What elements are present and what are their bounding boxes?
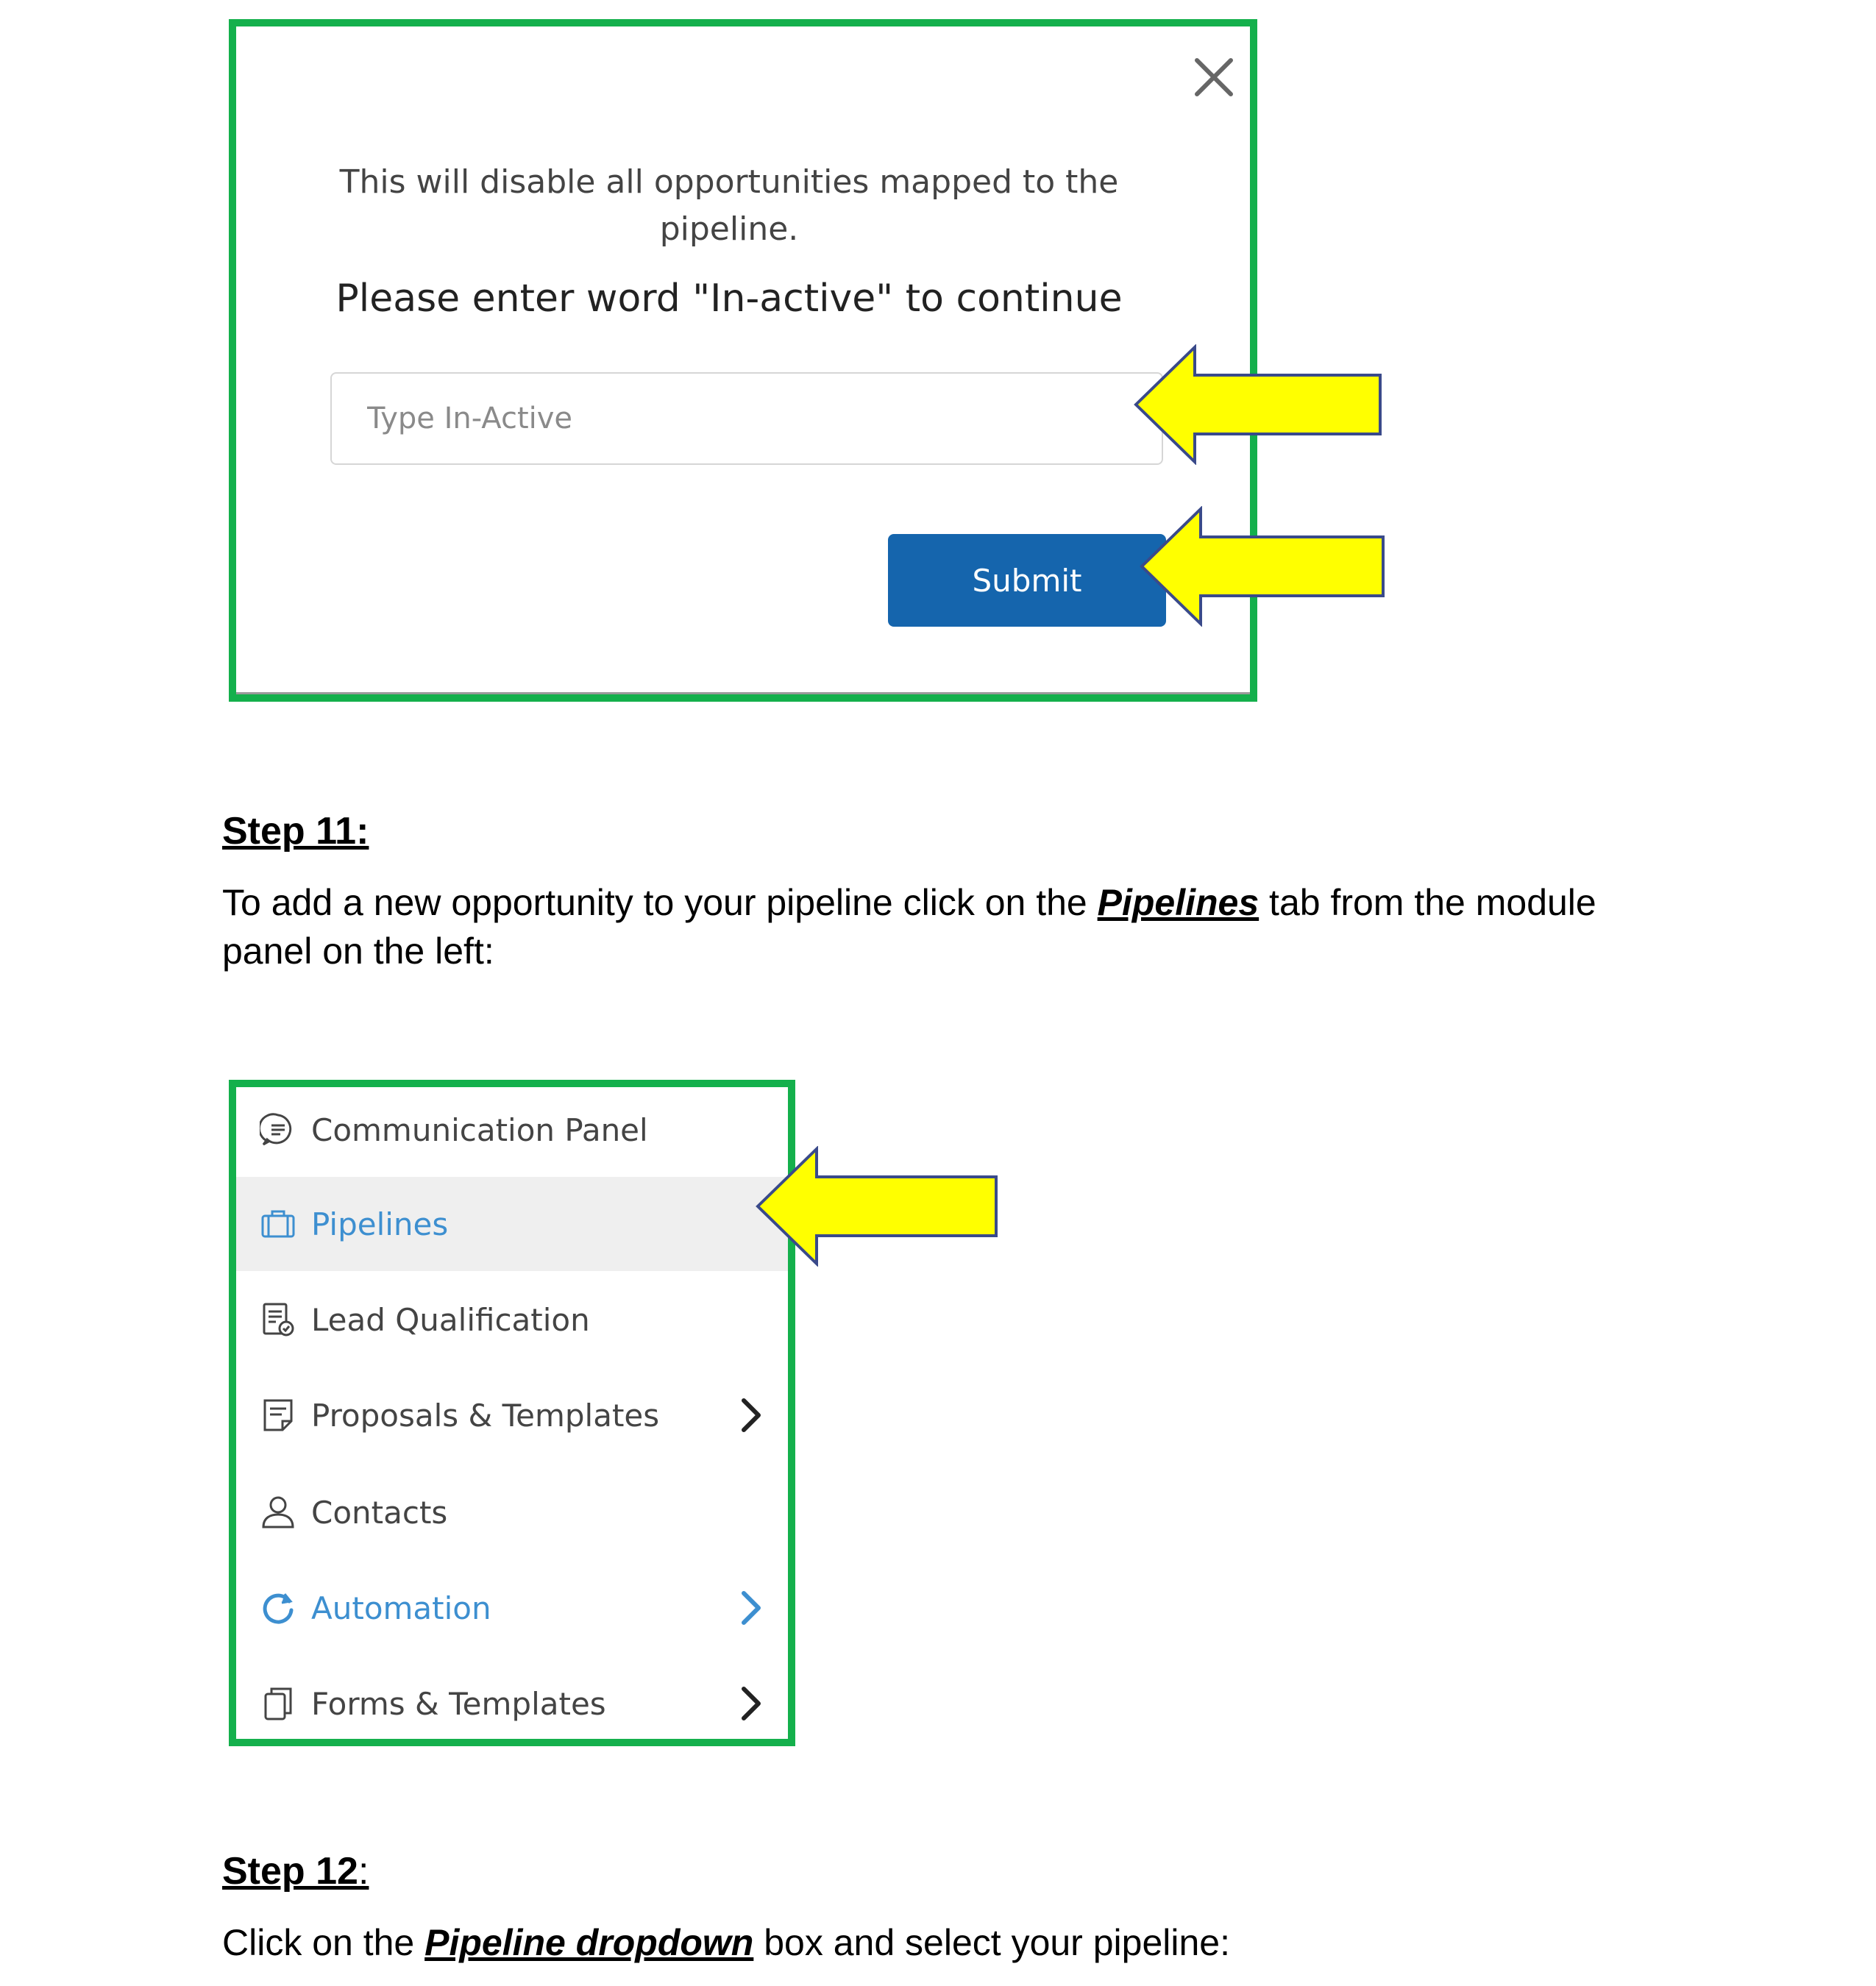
menu-item-forms-templates[interactable]	[236, 1656, 788, 1746]
briefcase-icon	[260, 1206, 296, 1242]
confirm-word-input[interactable]	[330, 372, 1163, 465]
module-panel	[229, 1080, 795, 1746]
modal-divider	[236, 692, 1250, 694]
document-icon	[260, 1397, 296, 1434]
menu-item-label: Communication Panel	[311, 1111, 648, 1148]
menu-item-communication-panel[interactable]	[236, 1083, 788, 1177]
step-11-heading: Step 11:	[222, 810, 369, 853]
menu-item-automation[interactable]	[236, 1561, 788, 1655]
step-12-heading-text: Step 12	[222, 1850, 358, 1893]
close-icon[interactable]	[1190, 53, 1238, 102]
step-11-text	[222, 878, 1694, 975]
step-12-colon: :	[358, 1850, 369, 1893]
menu-item-label: Automation	[311, 1590, 491, 1626]
checklist-icon	[260, 1301, 296, 1338]
menu-item-lead-qualification[interactable]	[236, 1273, 788, 1367]
refresh-icon	[260, 1590, 296, 1626]
menu-item-contacts[interactable]	[236, 1465, 788, 1559]
confirm-deactivate-modal	[229, 19, 1257, 702]
menu-item-proposals-templates[interactable]	[236, 1368, 788, 1462]
chat-icon	[260, 1111, 296, 1148]
step-12-text-before: Click on the	[222, 1922, 425, 1963]
menu-item-label: Pipelines	[311, 1206, 449, 1242]
arrow-to-pipelines	[755, 1146, 999, 1267]
menu-item-label: Lead Qualification	[311, 1301, 590, 1338]
menu-item-label: Proposals & Templates	[311, 1397, 660, 1434]
modal-message: This will disable all opportunities mapped to the pipeline.	[339, 163, 1119, 248]
modal-prompt: Please enter word "In-active" to continue	[335, 277, 1123, 321]
user-icon	[260, 1494, 296, 1531]
copy-icon	[260, 1685, 296, 1722]
step-12-text	[222, 1918, 1694, 1967]
step-12-text-after: box and select your pipeline:	[753, 1922, 1230, 1963]
chevron-right-icon[interactable]	[736, 1589, 766, 1627]
arrow-to-submit	[1139, 506, 1386, 627]
chevron-right-icon[interactable]	[736, 1684, 766, 1723]
menu-item-label: Forms & Templates	[311, 1685, 606, 1722]
pipeline-dropdown-link-text: Pipeline dropdown	[424, 1922, 754, 1963]
step-11-text-before: To add a new opportunity to your pipeline click on the	[222, 882, 1098, 923]
chevron-right-icon[interactable]	[736, 1396, 766, 1434]
submit-button[interactable]: Submit	[888, 534, 1166, 627]
arrow-to-input	[1133, 344, 1383, 465]
pipelines-link-text: Pipelines	[1097, 882, 1259, 923]
menu-item-pipelines[interactable]	[236, 1177, 788, 1271]
step-11-text-after: tab from the module panel on the left:	[222, 882, 1596, 972]
step-12-heading	[222, 1849, 369, 1893]
menu-item-label: Contacts	[311, 1494, 448, 1531]
